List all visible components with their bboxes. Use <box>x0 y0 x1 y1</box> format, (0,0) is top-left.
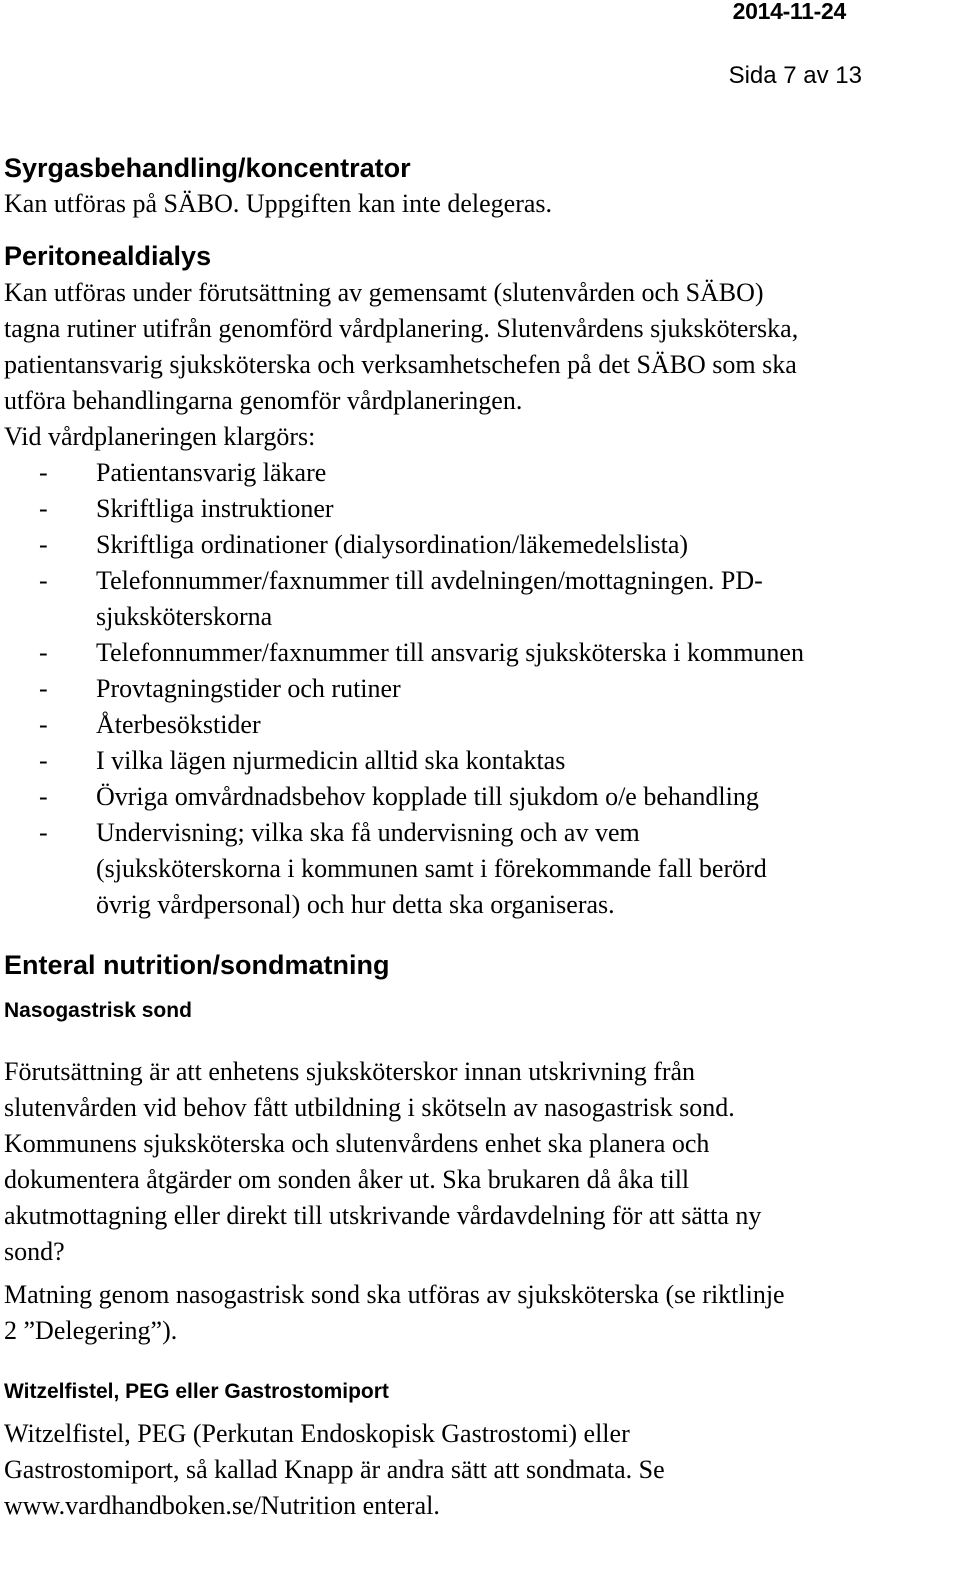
list-item-text: Återbesökstider <box>96 710 261 739</box>
list-item <box>4 743 954 779</box>
list-item <box>4 671 954 707</box>
paragraph-line: www.vardhandboken.se/Nutrition enteral. <box>4 1491 440 1520</box>
paragraph-line: dokumentera åtgärder om sonden åker ut. Ska brukaren då åka till <box>4 1165 690 1194</box>
paragraph-line: Förutsättning är att enhetens sjuksköterskor innan utskrivning från <box>4 1057 696 1086</box>
list-item-text: I vilka lägen njurmedicin alltid ska kontaktas <box>96 746 566 775</box>
paragraph-syrgas: Kan utföras på SÄBO. Uppgiften kan inte delegeras. <box>4 189 553 218</box>
subheading-witzelfistel: Witzelfistel, PEG eller Gastrostomiport <box>4 1380 389 1403</box>
dash-marker: - <box>39 746 48 775</box>
page-number: Sida 7 av 13 <box>728 62 862 89</box>
paragraph-line: 2 ”Delegering”). <box>4 1316 178 1345</box>
list-item <box>4 491 954 527</box>
dash-marker: - <box>39 494 48 523</box>
list-intro: Vid vårdplaneringen klargörs: <box>4 422 316 451</box>
paragraph-pd-line: Kan utföras under förutsättning av gemensamt (slutenvården och SÄBO) <box>4 278 764 307</box>
list-item-text: Skriftliga ordinationer (dialysordination/läkemedelslista) <box>96 530 689 559</box>
clarification-list <box>4 455 954 923</box>
list-item-text: Provtagningstider och rutiner <box>96 674 401 703</box>
dash-marker: - <box>39 530 48 559</box>
list-item-text: Skriftliga instruktioner <box>96 494 334 523</box>
paragraph-line: Kommunens sjuksköterska och slutenvårdens enhet ska planera och <box>4 1129 710 1158</box>
paragraph-line: sond? <box>4 1237 65 1266</box>
heading-peritonealdialys: Peritonealdialys <box>4 241 212 271</box>
paragraph-matning <box>4 1277 954 1349</box>
dash-marker: - <box>39 674 48 703</box>
paragraph-witzelfistel <box>4 1416 954 1524</box>
list-item-text: Övriga omvårdnadsbehov kopplade till sjukdom o/e behandling <box>96 782 759 811</box>
list-item <box>4 779 954 815</box>
paragraph-line: slutenvården vid behov fått utbildning i skötseln av nasogastrisk sond. <box>4 1093 735 1122</box>
list-item <box>4 707 954 743</box>
paragraph-line: Witzelfistel, PEG (Perkutan Endoskopisk Gastrostomi) eller <box>4 1419 630 1448</box>
dash-marker: - <box>39 458 48 487</box>
list-item-text: Telefonnummer/faxnummer till avdelningen/mottagningen. PD- sjuksköterskorna <box>96 566 763 631</box>
list-item-text: Telefonnummer/faxnummer till ansvarig sjuksköterska i kommunen <box>96 638 804 667</box>
document-date: 2014-11-24 <box>732 0 846 24</box>
paragraph-pd-line: utföra behandlingarna genomför vårdplaneringen. <box>4 386 523 415</box>
subheading-nasogastrisk-sond: Nasogastrisk sond <box>4 999 192 1022</box>
list-item-text: Patientansvarig läkare <box>96 458 327 487</box>
paragraph-line: Matning genom nasogastrisk sond ska utföras av sjuksköterska (se riktlinje <box>4 1280 785 1309</box>
list-item <box>4 635 954 671</box>
paragraph-nasogastrisk <box>4 1054 954 1270</box>
heading-syrgasbehandling: Syrgasbehandling/koncentrator <box>4 153 411 183</box>
document-body <box>4 150 954 1524</box>
dash-marker: - <box>39 782 48 811</box>
paragraph-pd-line: tagna rutiner utifrån genomförd vårdplanering. Slutenvårdens sjuksköterska, <box>4 314 799 343</box>
list-item-text: Undervisning; vilka ska få undervisning och av vem (sjuksköterskorna i kommunen samt i förekommande fall berörd övrig vårdpersonal) och hur detta ska organiseras. <box>96 818 767 919</box>
list-item <box>4 455 954 491</box>
paragraph-line: Gastrostomiport, så kallad Knapp är andra sätt att sondmata. Se <box>4 1455 665 1484</box>
list-item <box>4 815 954 923</box>
list-item <box>4 527 954 563</box>
list-item <box>4 563 954 635</box>
paragraph-line: akutmottagning eller direkt till utskrivande vårdavdelning för att sätta ny <box>4 1201 762 1230</box>
paragraph-pd-line: patientansvarig sjuksköterska och verksamhetschefen på det SÄBO som ska <box>4 350 797 379</box>
dash-marker: - <box>39 710 48 739</box>
heading-enteral-nutrition: Enteral nutrition/sondmatning <box>4 950 390 980</box>
dash-marker: - <box>39 566 48 595</box>
dash-marker: - <box>39 638 48 667</box>
dash-marker: - <box>39 818 48 847</box>
